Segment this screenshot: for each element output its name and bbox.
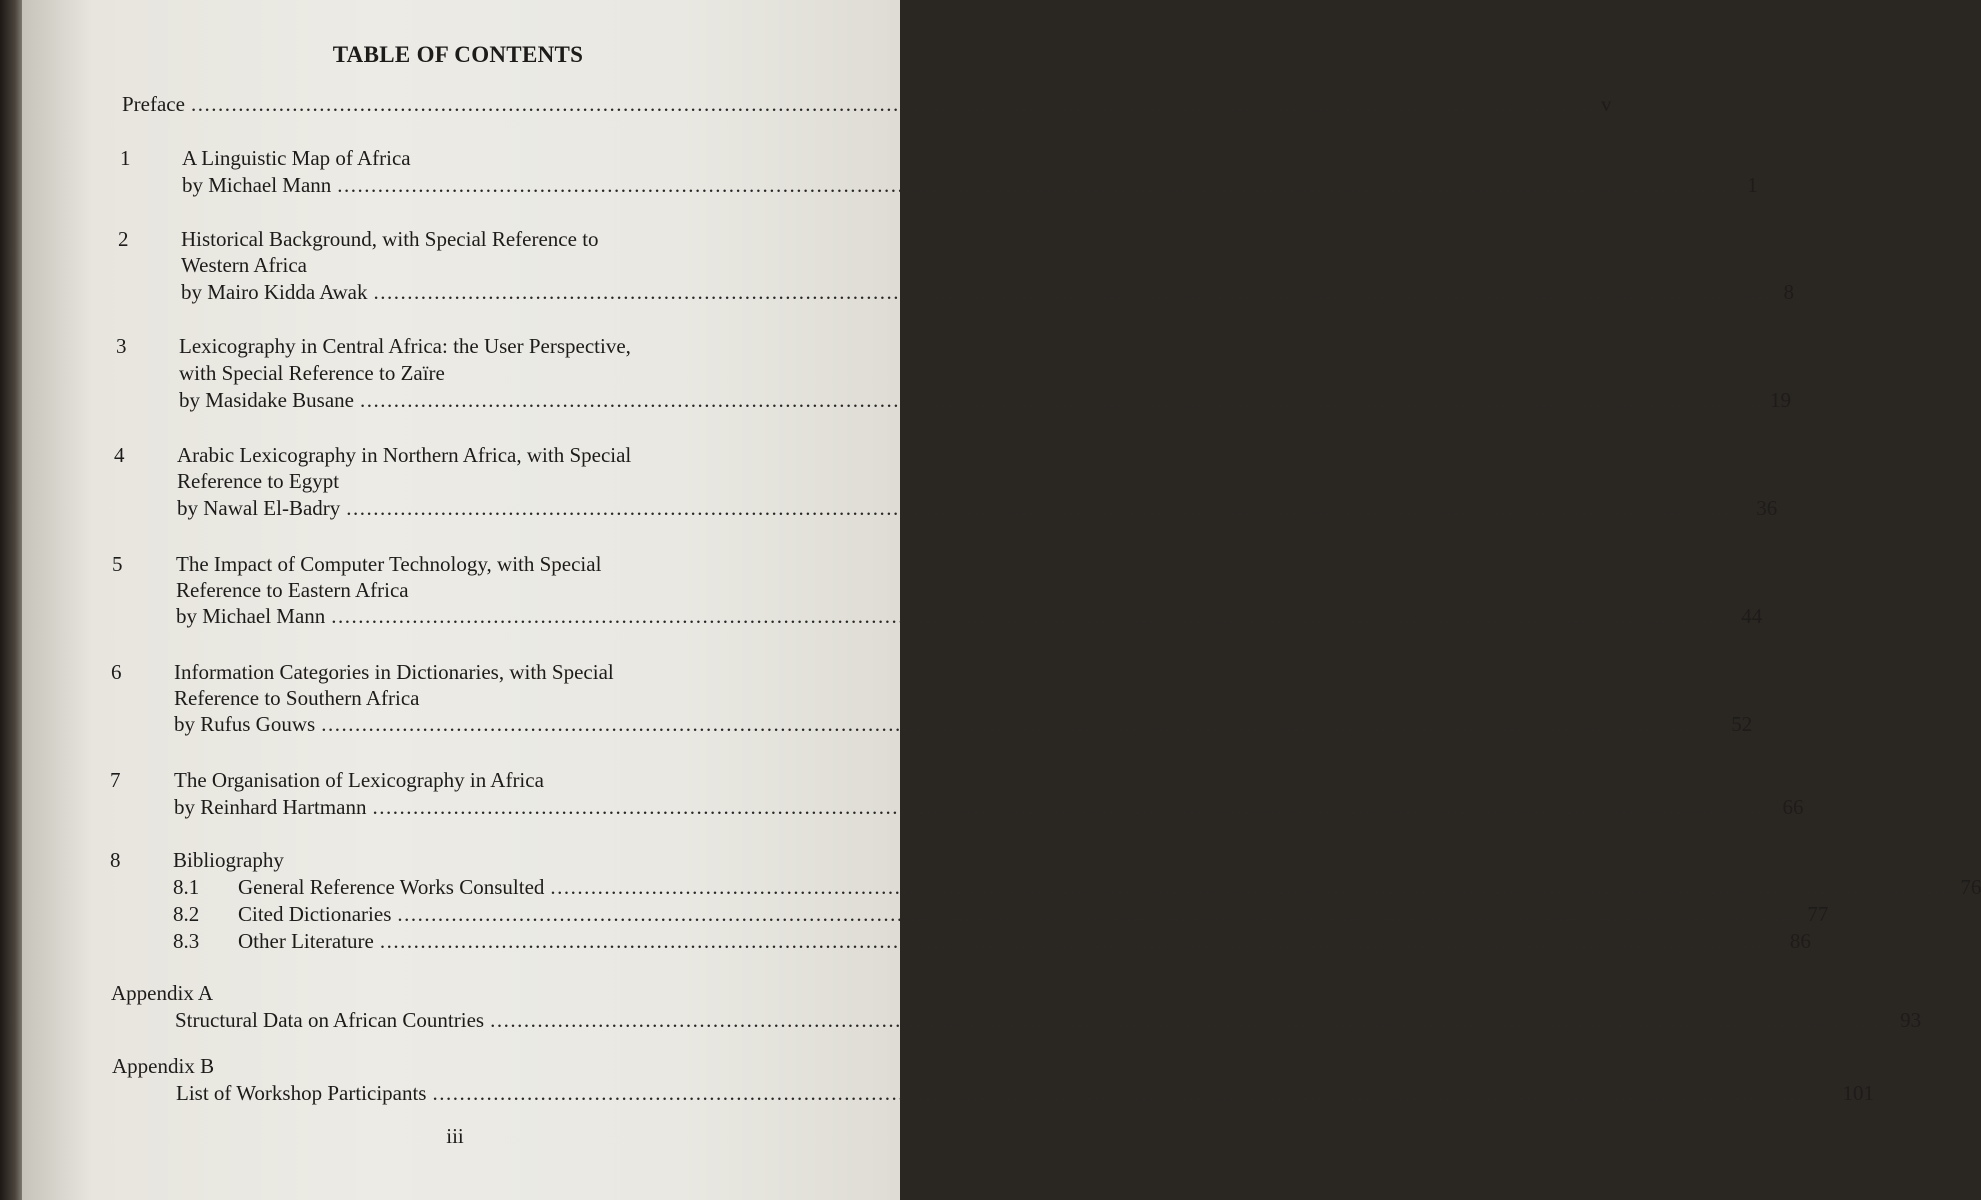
- dot-leader: ................................................................................................................................................................................................................: [190, 92, 1595, 116]
- appendix-label: Appendix B: [112, 1054, 215, 1078]
- page-folio: iii: [446, 1124, 464, 1148]
- toc-entry-preface[interactable]: [122, 92, 1612, 117]
- chapter-author: by Michael Mann: [176, 604, 326, 628]
- toc-page-number: 44: [1741, 604, 1763, 628]
- toc-page-number: 66: [1782, 795, 1804, 819]
- chapter-title: Information Categories in Dictionaries, with Special: [174, 660, 614, 684]
- chapter-author: by Michael Mann: [182, 173, 332, 197]
- dot-leader: ................................................................................................................................................................................................................: [432, 1081, 1837, 1105]
- chapter-author: by Nawal El-Badry: [177, 496, 341, 520]
- dot-leader: ................................................................................................................................................................................................................: [397, 902, 1802, 926]
- chapter-number: 2: [118, 227, 129, 251]
- toc-entry-section-8-1[interactable]: [238, 875, 1981, 900]
- appendix-title: Structural Data on African Countries: [175, 1008, 485, 1032]
- toc-entry-section-8-3[interactable]: [238, 929, 1811, 954]
- chapter-title: with Special Reference to Zaïre: [179, 361, 445, 385]
- toc-entry-label: Preface: [122, 92, 185, 116]
- toc-page-number: 86: [1789, 929, 1811, 953]
- chapter-number: 4: [114, 443, 125, 467]
- dot-leader: ................................................................................................................................................................................................................: [550, 875, 1955, 899]
- dot-leader: ................................................................................................................................................................................................................: [321, 712, 1726, 736]
- chapter-number: 8: [110, 848, 121, 872]
- toc-page-number: 52: [1731, 712, 1753, 736]
- chapter-number: 6: [111, 660, 122, 684]
- chapter-author: by Rufus Gouws: [174, 712, 316, 736]
- toc-entry-appendix-a[interactable]: [175, 1008, 1922, 1033]
- chapter-number: 5: [112, 552, 123, 576]
- chapter-author: by Masidake Busane: [179, 388, 354, 412]
- toc-entry-chapter-6[interactable]: [174, 712, 1753, 737]
- chapter-title: Arabic Lexicography in Northern Africa, with Special: [177, 443, 632, 467]
- section-number: 8.2: [173, 902, 200, 926]
- toc-entry-chapter-2[interactable]: [181, 280, 1794, 305]
- toc-page-number: 8: [1783, 280, 1794, 304]
- toc-page-number: 93: [1900, 1008, 1922, 1032]
- chapter-title: Historical Background, with Special Reference to: [181, 227, 599, 251]
- section-title: Other Literature: [238, 929, 374, 953]
- chapter-title: The Impact of Computer Technology, with Special: [176, 552, 602, 576]
- chapter-title: Lexicography in Central Africa: the User Perspective,: [179, 334, 631, 358]
- toc-page-number: 76: [1960, 875, 1981, 899]
- dot-leader: ................................................................................................................................................................................................................: [372, 795, 1777, 819]
- page-title: TABLE OF CONTENTS: [332, 42, 584, 67]
- chapter-author: by Reinhard Hartmann: [174, 795, 367, 819]
- section-title: Cited Dictionaries: [238, 902, 392, 926]
- toc-page-number: 19: [1769, 388, 1791, 412]
- toc-entry-chapter-4[interactable]: [177, 496, 1778, 521]
- chapter-author: by Mairo Kidda Awak: [181, 280, 368, 304]
- chapter-title: Bibliography: [173, 848, 284, 872]
- chapter-title: A Linguistic Map of Africa: [182, 146, 411, 170]
- dot-leader: ................................................................................................................................................................................................................: [359, 388, 1764, 412]
- chapter-number: 7: [110, 768, 121, 792]
- chapter-number: 3: [116, 334, 127, 358]
- toc-page-number: 36: [1756, 496, 1778, 520]
- dot-leader: ................................................................................................................................................................................................................: [331, 604, 1736, 628]
- chapter-title: Western Africa: [181, 253, 307, 277]
- toc-entry-chapter-3[interactable]: [179, 388, 1791, 413]
- dot-leader: ................................................................................................................................................................................................................: [379, 929, 1784, 953]
- appendix-title: List of Workshop Participants: [176, 1081, 427, 1105]
- toc-page-number: v: [1600, 92, 1612, 116]
- chapter-title: Reference to Eastern Africa: [176, 578, 409, 602]
- toc-entry-chapter-1[interactable]: [182, 173, 1758, 198]
- dot-leader: ................................................................................................................................................................................................................: [490, 1008, 1895, 1032]
- chapter-number: 1: [120, 146, 131, 170]
- section-number: 8.1: [173, 875, 200, 899]
- chapter-title: The Organisation of Lexicography in Africa: [174, 768, 544, 792]
- appendix-label: Appendix A: [111, 981, 214, 1005]
- toc-entry-appendix-b[interactable]: [176, 1081, 1874, 1106]
- chapter-title: Reference to Southern Africa: [174, 686, 420, 710]
- section-title: General Reference Works Consulted: [238, 875, 545, 899]
- section-number: 8.3: [173, 929, 200, 953]
- toc-entry-chapter-5[interactable]: [176, 604, 1763, 629]
- toc-page-number: 77: [1807, 902, 1829, 926]
- dot-leader: ................................................................................................................................................................................................................: [346, 496, 1751, 520]
- toc-entry-chapter-7[interactable]: [174, 795, 1804, 820]
- dot-leader: ................................................................................................................................................................................................................: [337, 173, 1742, 197]
- toc-page-number: 101: [1842, 1081, 1874, 1105]
- toc-entry-section-8-2[interactable]: [238, 902, 1829, 927]
- dot-leader: ................................................................................................................................................................................................................: [373, 280, 1778, 304]
- chapter-title: Reference to Egypt: [177, 469, 340, 493]
- toc-page-number: 1: [1747, 173, 1758, 197]
